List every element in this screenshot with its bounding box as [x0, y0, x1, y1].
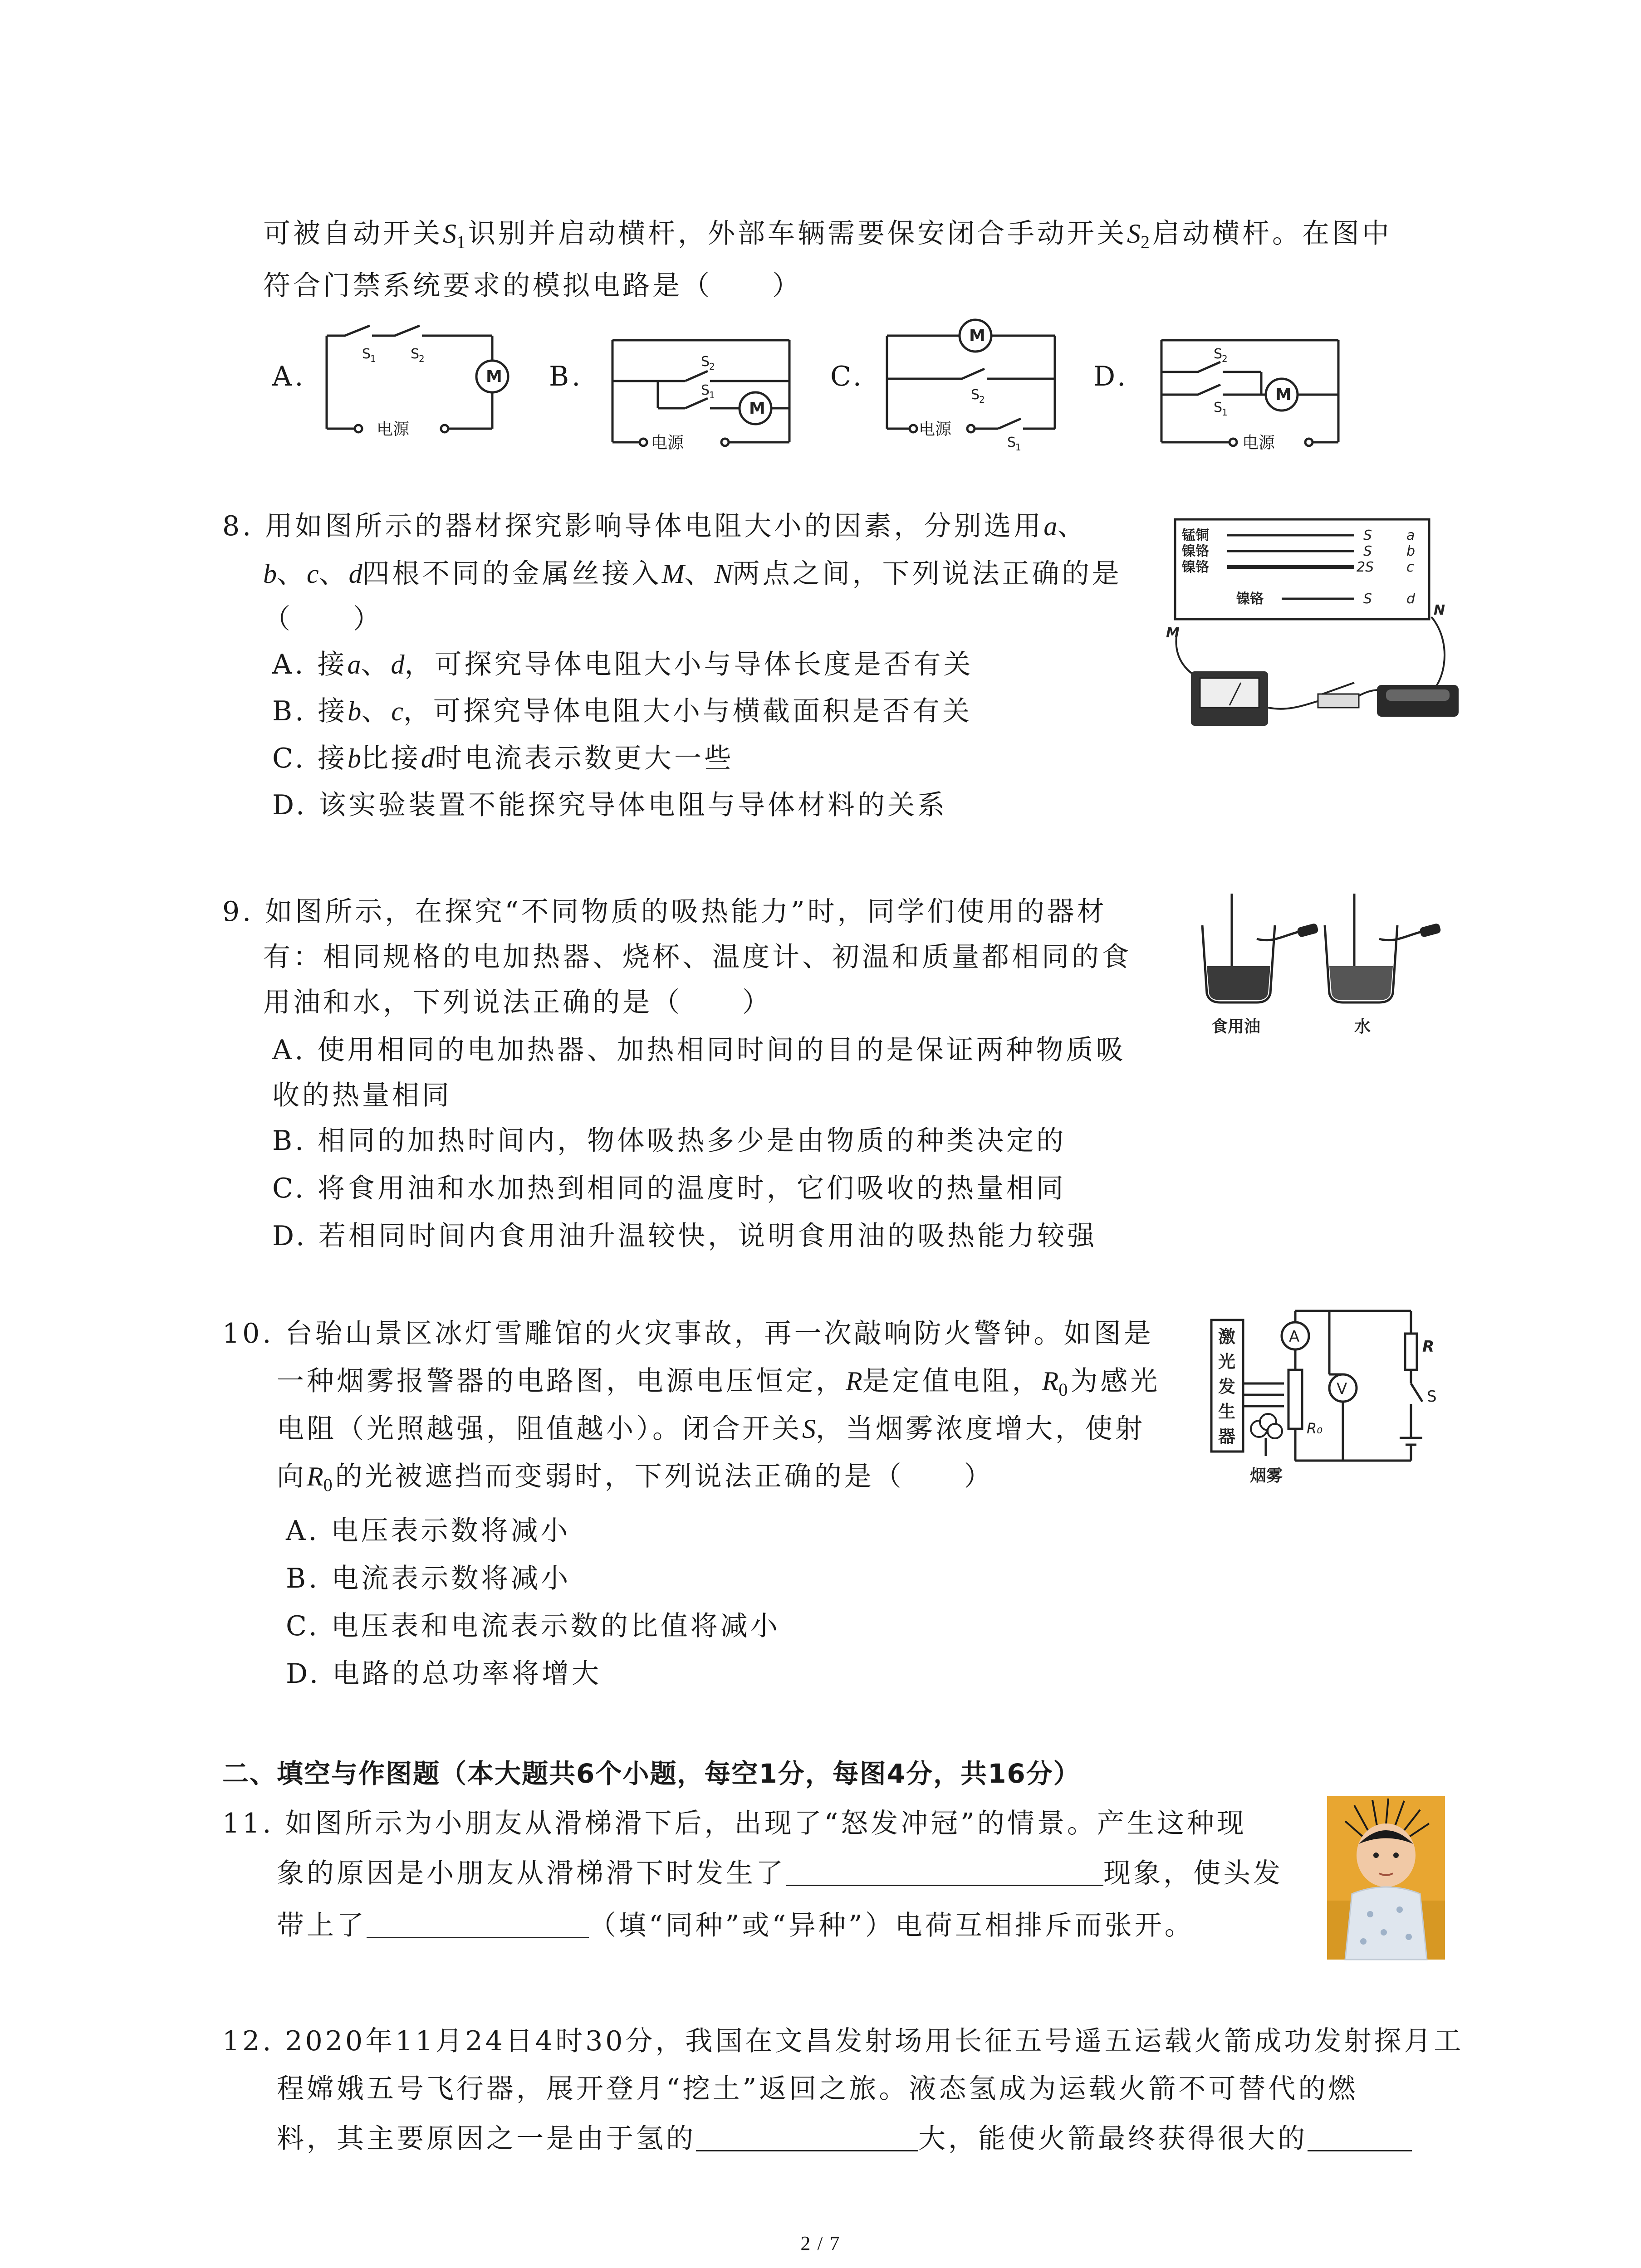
power-a-label: 电源 — [377, 420, 410, 439]
svg-text:2: 2 — [419, 353, 425, 364]
q8-line-3: （ ） — [263, 603, 383, 635]
motor-c-label: M — [969, 327, 985, 345]
svg-text:S: S — [701, 382, 710, 398]
q11-blank-2[interactable] — [367, 1909, 589, 1938]
svg-text:c: c — [1406, 559, 1414, 575]
switch-s-label: S — [1427, 1388, 1437, 1406]
svg-text:1: 1 — [1015, 442, 1021, 453]
q8-option-d[interactable]: D. 该实验装置不能探究导体电阻与导体材料的关系 — [272, 789, 948, 821]
q7-circuit-c — [880, 308, 1062, 454]
svg-text:生: 生 — [1218, 1402, 1236, 1422]
q9-line-1: 9. 如图所示，在探究“不同物质的吸热能力”时，同学们使用的器材 — [222, 896, 1107, 928]
smoke-label: 烟雾 — [1250, 1466, 1283, 1485]
q9-option-a-cont: 收的热量相同 — [272, 1080, 452, 1111]
voltmeter-label: V — [1337, 1380, 1347, 1398]
q10-option-a[interactable]: A. 电压表示数将减小 — [286, 1515, 571, 1547]
svg-text:镍铬: 镍铬 — [1182, 559, 1209, 575]
svg-text:S: S — [1363, 528, 1372, 543]
svg-text:S: S — [1214, 400, 1223, 415]
ammeter-label: A — [1289, 1328, 1300, 1346]
q8-line-2: b、c、d四根不同的金属丝接入M、N两点之间，下列说法正确的是 — [263, 558, 1122, 590]
q8-line-1: 8. 用如图所示的器材探究影响导体电阻大小的因素，分别选用a、 — [222, 510, 1087, 542]
svg-text:N: N — [1434, 602, 1445, 618]
q7-circuit-b — [603, 322, 803, 454]
q11-blank-1[interactable] — [786, 1857, 1103, 1886]
svg-text:b: b — [1406, 543, 1416, 559]
q10-line-2: 一种烟雾报警器的电路图，电源电压恒定，R是定值电阻，$R_0$为感光 — [277, 1365, 1161, 1400]
svg-text:M: M — [1166, 625, 1180, 641]
q11-line-3: 带上了 （填“同种”或“异种”）电荷互相排斥而张开。 — [277, 1910, 1195, 1941]
q11-child-photo — [1327, 1796, 1445, 1960]
svg-text:S: S — [1363, 591, 1372, 607]
q8-option-c[interactable]: C. 接b比接d时电流表示数更大一些 — [272, 743, 734, 774]
svg-text:d: d — [1406, 591, 1416, 607]
svg-text:2S: 2S — [1357, 559, 1374, 575]
svg-text:2: 2 — [979, 394, 985, 405]
svg-text:镍铬: 镍铬 — [1182, 543, 1209, 559]
q12-line-2: 程嫦娥五号飞行器，展开登月“挖土”返回之旅。液态氢成为运载火箭不可替代的燃 — [277, 2073, 1358, 2105]
resistor-r-label: R — [1422, 1338, 1435, 1356]
q7-option-c-label[interactable]: C. — [830, 361, 864, 392]
q8-resistance-apparatus — [1164, 508, 1459, 735]
q10-option-c[interactable]: C. 电压表和电流表示数的比值将减小 — [286, 1610, 780, 1642]
svg-text:锰铜: 锰铜 — [1182, 528, 1209, 543]
q9-option-a[interactable]: A. 使用相同的电加热器、加热相同时间的目的是保证两种物质吸 — [272, 1034, 1126, 1066]
power-d-label: 电源 — [1242, 434, 1275, 452]
svg-text:光: 光 — [1218, 1352, 1236, 1372]
q7-circuit-a — [318, 313, 513, 445]
svg-text:S: S — [411, 346, 420, 362]
q9-option-b[interactable]: B. 相同的加热时间内，物体吸热多少是由物质的种类决定的 — [272, 1125, 1067, 1157]
q9-line-2: 有：相同规格的电加热器、烧杯、温度计、初温和质量都相同的食 — [263, 941, 1132, 973]
q10-option-d[interactable]: D. 电路的总功率将增大 — [286, 1658, 602, 1690]
q11-line-2: 象的原因是小朋友从滑梯滑下时发生了 现象，使头发 — [277, 1857, 1283, 1889]
svg-text:发: 发 — [1218, 1377, 1236, 1397]
section-2-title: 二、填空与作图题（本大题共6个小题，每空1分，每图4分，共16分） — [222, 1758, 1081, 1789]
q10-line-3: 电阻（光照越强，阻值越小）。闭合开关S，当烟雾浓度增大，使射 — [277, 1413, 1145, 1445]
q7-option-a-label[interactable]: A. — [272, 361, 306, 392]
q9-option-c[interactable]: C. 将食用油和水加热到相同的温度时，它们吸收的热量相同 — [272, 1173, 1066, 1204]
svg-text:S: S — [971, 387, 980, 403]
svg-text:镍铬: 镍铬 — [1236, 591, 1264, 607]
q10-line-4: 向$R_0$的光被遮挡而变弱时，下列说法正确的是（ ） — [277, 1461, 994, 1495]
q7-option-d-label[interactable]: D. — [1093, 361, 1129, 392]
q12-blank-2[interactable] — [1308, 2122, 1412, 2151]
svg-text:S: S — [1007, 435, 1016, 450]
svg-text:S: S — [1363, 543, 1372, 559]
q7-option-b-label[interactable]: B. — [549, 361, 583, 392]
q12-line-3: 料，其主要原因之一是由于氢的 大，能使火箭最终获得很大的 — [277, 2121, 1412, 2157]
motor-d-label: M — [1275, 386, 1292, 404]
svg-text:1: 1 — [1222, 407, 1228, 418]
q8-option-a[interactable]: A. 接a、d，可探究导体电阻大小与导体长度是否有关 — [272, 649, 974, 680]
motor-a-label: M — [486, 367, 502, 386]
svg-text:激: 激 — [1218, 1327, 1236, 1347]
svg-text:1: 1 — [370, 353, 376, 364]
page-number: 2 / 7 — [800, 2232, 841, 2254]
q11-line-1: 11. 如图所示为小朋友从滑梯滑下后，出现了“怒发冲冠”的情景。产生这种现 — [222, 1808, 1247, 1839]
svg-text:2: 2 — [1222, 353, 1228, 364]
svg-text:1: 1 — [709, 390, 715, 401]
q10-line-1: 10. 台骀山景区冰灯雪雕馆的火灾事故，再一次敲响防火警钟。如图是 — [222, 1318, 1154, 1349]
cooking-oil-label: 食用油 — [1211, 1017, 1261, 1036]
power-b-label: 电源 — [651, 434, 684, 452]
svg-text:S: S — [701, 354, 710, 370]
q7-line-1: 可被自动开关$S_1$识别并启动横杆，外部车辆需要保安闭合手动开关$S_2$启动横杆。在图中 — [263, 218, 1392, 252]
q8-option-b[interactable]: B. 接b、c，可探究导体电阻大小与横截面积是否有关 — [272, 695, 972, 727]
motor-b-label: M — [749, 399, 765, 418]
q7-circuit-d — [1152, 322, 1352, 454]
q9-line-3: 用油和水，下列说法正确的是（ ） — [263, 987, 772, 1018]
q9-heating-beakers — [1193, 889, 1456, 1039]
svg-text:器: 器 — [1218, 1427, 1236, 1447]
water-label: 水 — [1354, 1017, 1371, 1036]
q9-option-d[interactable]: D. 若相同时间内食用油升温较快，说明食用油的吸热能力较强 — [272, 1220, 1097, 1252]
svg-text:S: S — [362, 346, 371, 362]
q12-blank-1[interactable] — [696, 2122, 918, 2151]
svg-text:S: S — [1214, 346, 1223, 362]
svg-text:a: a — [1406, 528, 1415, 543]
power-c-label: 电源 — [919, 420, 952, 439]
q10-smoke-alarm-circuit — [1207, 1306, 1452, 1497]
q7-line-2: 符合门禁系统要求的模拟电路是（ ） — [263, 270, 802, 302]
q10-option-b[interactable]: B. 电流表示数将减小 — [286, 1563, 571, 1594]
q12-line-1: 12. 2020年11月24日4时30分，我国在文昌发射场用长征五号遥五运载火箭成功发射探月工 — [222, 2025, 1464, 2057]
svg-text:2: 2 — [709, 361, 715, 372]
photoresistor-label: R₀ — [1307, 1420, 1323, 1437]
